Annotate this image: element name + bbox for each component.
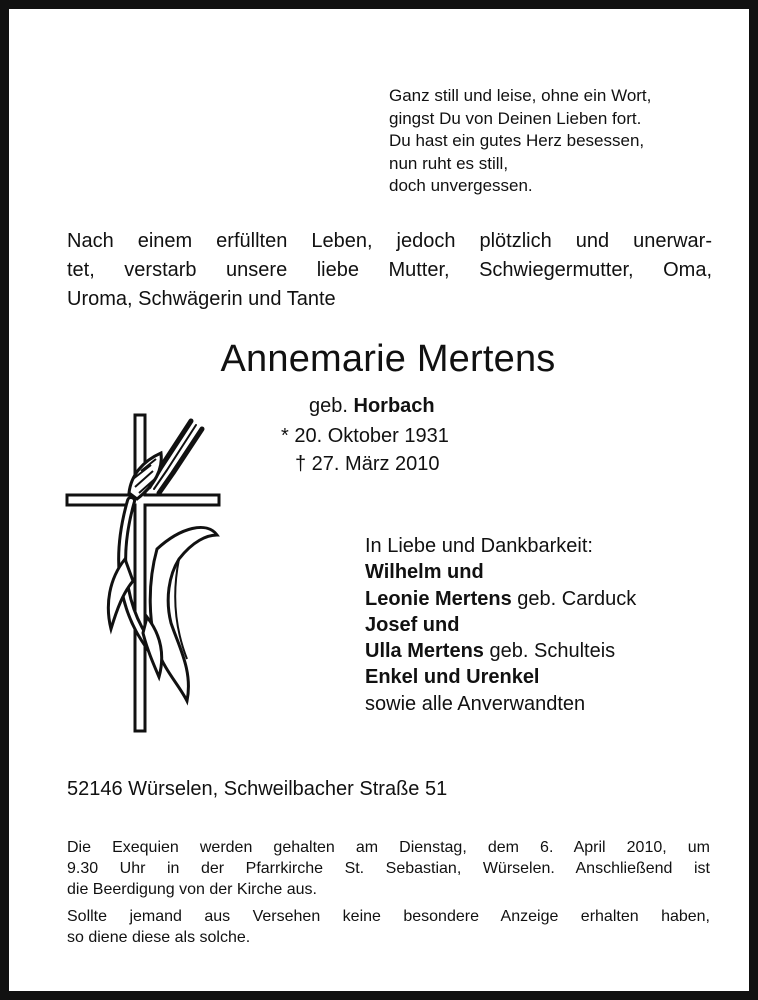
mourner-line: sowie alle Anverwandten (365, 692, 586, 715)
notes-line: Sollte jemand aus Versehen keine besondere Anzeige erhalten haben, (67, 908, 710, 925)
notes-line: so diene diese als solche. (67, 929, 251, 946)
cross-with-wheat-icon (61, 409, 231, 739)
mourner-maiden-name: geb. Carduck (517, 587, 637, 610)
intro-line: tet, verstarb unsere liebe Mutter, Schwiegermutter, Oma, (67, 259, 712, 281)
poem (389, 85, 651, 198)
poem-line: gingst Du von Deinen Lieben fort. (389, 108, 642, 128)
poem-line: doch unvergessen. (389, 176, 533, 195)
funeral-notes (67, 837, 710, 948)
maiden-name: Horbach (353, 395, 435, 417)
notes-line: die Beerdigung von der Kirche aus. (67, 881, 317, 898)
death-date: † 27. März 2010 (295, 453, 440, 475)
notes-paragraph (67, 837, 710, 900)
notes-line: 9.30 Uhr in der Pfarrkirche St. Sebastian, Würselen. Anschließend ist (67, 860, 710, 877)
maiden-name-line (309, 392, 435, 420)
mourner-line (365, 638, 636, 664)
poem-line: Ganz still und leise, ohne ein Wort, (389, 86, 652, 105)
intro-line: Nach einem erfüllten Leben, jedoch plötzlich und unerwar- (67, 230, 712, 252)
mourner-name: Ulla Mertens (365, 640, 484, 663)
notes-line: Die Exequien werden gehalten am Dienstag, dem 6. April 2010, um (67, 839, 710, 856)
poem-line: Du hast ein gutes Herz besessen, (389, 131, 645, 150)
mourner-line: Josef und (365, 613, 460, 636)
intro-text (67, 227, 712, 314)
address: 52146 Würselen, Schweilbacher Straße 51 (67, 778, 448, 800)
mourner-line (365, 586, 636, 612)
mourner-name: Leonie Mertens (365, 587, 512, 610)
birth-date: * 20. Oktober 1931 (281, 425, 449, 447)
mourner-line: Wilhelm und (365, 561, 484, 584)
born-prefix: geb. (309, 395, 348, 417)
intro-line: Uroma, Schwägerin und Tante (67, 288, 336, 310)
poem-line: nun ruht es still, (389, 153, 509, 173)
deceased-name: Annemarie Mertens (220, 338, 556, 380)
mourner-maiden-name: geb. Schulteis (489, 640, 616, 663)
mourner-line: Enkel und Urenkel (365, 666, 540, 689)
mourners (365, 533, 636, 717)
mourners-heading: In Liebe und Dankbarkeit: (365, 535, 593, 557)
notes-paragraph (67, 906, 710, 948)
life-dates (281, 422, 449, 478)
